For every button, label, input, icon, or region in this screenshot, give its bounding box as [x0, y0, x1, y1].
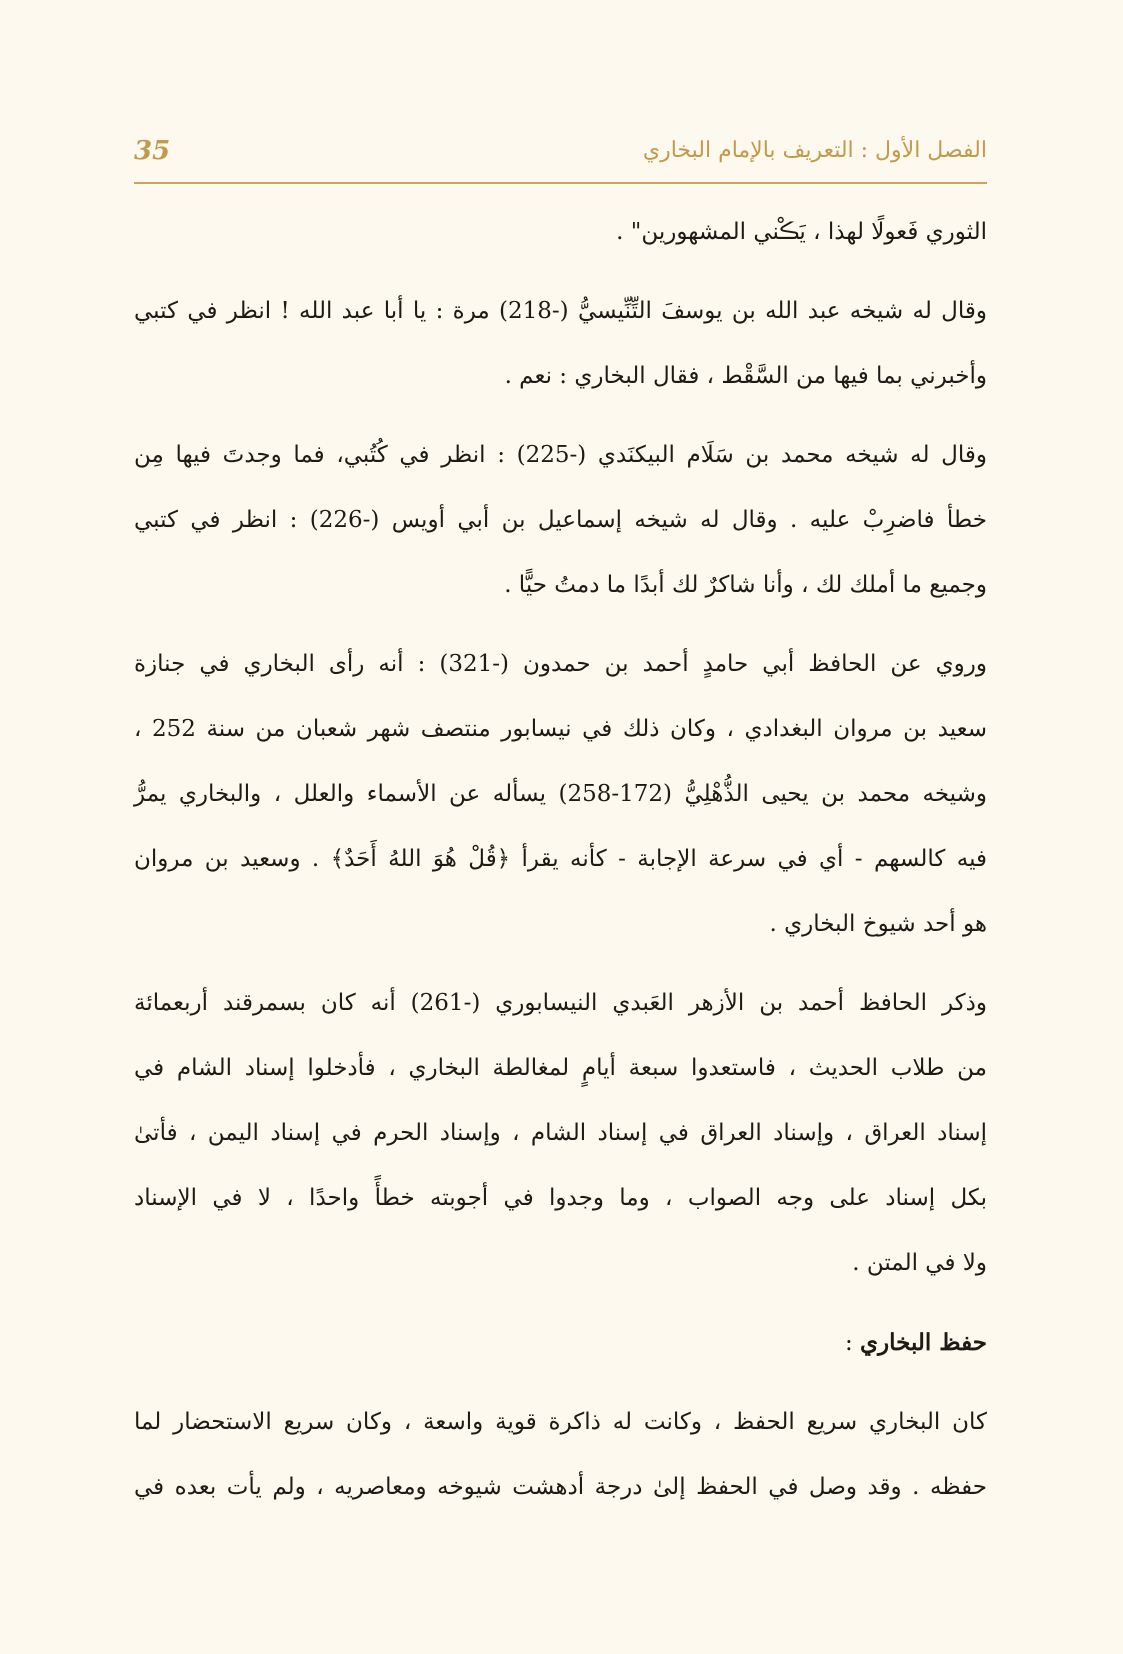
running-header	[134, 138, 987, 184]
text-line: وجميع ما أملك لك ، وأنا شاكرٌ لك أبدًا ما دمتُ حيًّا .	[504, 572, 987, 598]
text-line: فيه كالسهم - أي في سرعة الإجابة - كأنه يقرأ ﴿قُلْ هُوَ اللهُ أَحَدٌ﴾ . وسعيد بن مروان	[134, 846, 987, 872]
text-line: كان البخاري سريع الحفظ ، وكانت له ذاكرة قوية واسعة ، وكان سريع الاستحضار لما	[134, 1409, 987, 1435]
section-heading-colon: :	[844, 1330, 860, 1356]
paragraph	[134, 423, 987, 618]
text-line: هو أحد شيوخ البخاري .	[769, 911, 987, 937]
running-title: الفصل الأول : التعريف بالإمام البخاري	[642, 138, 987, 163]
section-heading-title: حفظ البخاري	[860, 1329, 987, 1356]
text-line: ولا في المتن .	[852, 1250, 987, 1276]
text-line: وأخبرني بما فيها من السَّقْط ، فقال البخاري : نعم .	[504, 363, 987, 389]
text-line: بكل إسناد على وجه الصواب ، وما وجدوا في أجوبته خطأً واحدًا ، لا في الإسناد	[134, 1185, 987, 1211]
text-line: وقال له شيخه محمد بن سَلَام البيكنَدي (-225) : انظر في كُتُبي، فما وجدتَ فيها مِن	[134, 442, 987, 468]
text-line: الثوري فَعولًا لهذا ، يَڪْني المشهورين" .	[616, 219, 987, 245]
paragraph	[134, 971, 987, 1296]
text-line: حفظه . وقد وصل في الحفظ إلىٰ درجة أدهشت شيوخه ومعاصريه ، ولم يأت بعده في	[134, 1474, 987, 1500]
section-heading	[134, 1310, 987, 1376]
paragraph	[134, 279, 987, 409]
paragraph	[134, 1390, 987, 1520]
text-line: وقال له شيخه عبد الله بن يوسفَ التِّنِّيسيُّ (-218) مرة : يا أبا عبد الله ! انظر في كتبي	[134, 298, 987, 324]
text-line: خطأ فاضرِبْ عليه . وقال له شيخه إسماعيل بن أبي أويس (-226) : انظر في كتبي	[134, 507, 987, 533]
page-number: 35	[134, 136, 171, 166]
text-line: وذكر الحافظ أحمد بن الأزهر العَبدي النيسابوري (-261) أنه كان بسمرقند أربعمائة	[134, 990, 987, 1016]
text-line: وشيخه محمد بن يحيى الذُّهْلِيُّ (172-258) يسأله عن الأسماء والعلل ، والبخاري يمرُّ	[134, 781, 988, 807]
text-line: من طلاب الحديث ، فاستعدوا سبعة أيامٍ لمغالطة البخاري ، فأدخلوا إسناد الشام في	[134, 1055, 987, 1081]
text-line: سعيد بن مروان البغدادي ، وكان ذلك في نيسابور منتصف شهر شعبان من سنة 252 ،	[134, 716, 988, 742]
text-line: إسناد العراق ، وإسناد العراق في إسناد الشام ، وإسناد الحرم في إسناد اليمن ، فأتىٰ	[134, 1120, 987, 1146]
paragraph	[134, 632, 987, 957]
body-text	[134, 200, 987, 1534]
text-line: وروي عن الحافظ أبي حامدٍ أحمد بن حمدون (-321) : أنه رأى البخاري في جنازة	[134, 651, 987, 677]
paragraph	[134, 200, 987, 265]
